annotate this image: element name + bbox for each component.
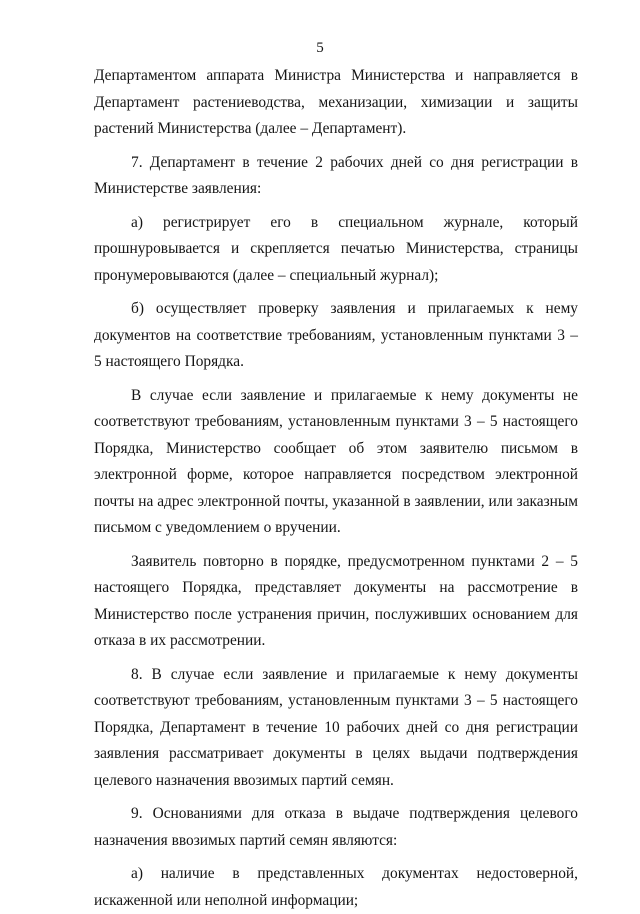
paragraph-item-7: 7. Департамент в течение 2 рабочих дней со дня регистрации в Министерстве заявления: xyxy=(94,153,578,197)
paragraph-subitem-a: а) регистрирует его в специальном журнале, который прошнуровывается и скрепляется печатью Министерства, страницы пронумеровываются (далее – специальный журнал); xyxy=(94,213,578,284)
paragraph-item-9-a: а) наличие в представленных документах недостоверной, искаженной или неполной информации; xyxy=(94,865,578,909)
paragraph-noncompliance: В случае если заявление и прилагаемые к нему документы не соответствуют требованиям, установленным пунктами 3 – 5 настоящего Порядка, Министерство сообщает об этом заявителю письмом в электронной форме, которое направляется посредством электронной почты на адрес электронной почты, указанной в заявлении, или заказным письмом с уведомлением о вручении. xyxy=(94,386,578,536)
paragraph-continuation: Департаментом аппарата Министра Министерства и направляется в Департамент растениеводства, механизации, химизации и защиты растений Министерства (далее – Департамент). xyxy=(94,67,578,137)
paragraph-item-9: 9. Основаниями для отказа в выдаче подтверждения целевого назначения ввозимых партий семян являются: xyxy=(94,805,578,849)
paragraph-resubmission: Заявитель повторно в порядке, предусмотренном пунктами 2 – 5 настоящего Порядка, представляет документы на рассмотрение в Министерство после устранения причин, послуживших основанием для отказа в их рассмотрении. xyxy=(94,552,578,649)
page-number: 5 xyxy=(316,40,324,56)
paragraph-item-8: 8. В случае если заявление и прилагаемые к нему документы соответствуют требованиям, установленным пунктами 3 – 5 настоящего Порядка, Департамент в течение 10 рабочих дней со дня регистрации заявления рассматривает документы в целях выдачи подтверждения целевого назначения ввозимых партий семян. xyxy=(94,665,578,789)
paragraph-subitem-b: б) осуществляет проверку заявления и прилагаемых к нему документов на соответствие требованиям, установленным пунктами 3 – 5 настоящего Порядка. xyxy=(94,300,578,370)
document-body xyxy=(94,63,578,914)
